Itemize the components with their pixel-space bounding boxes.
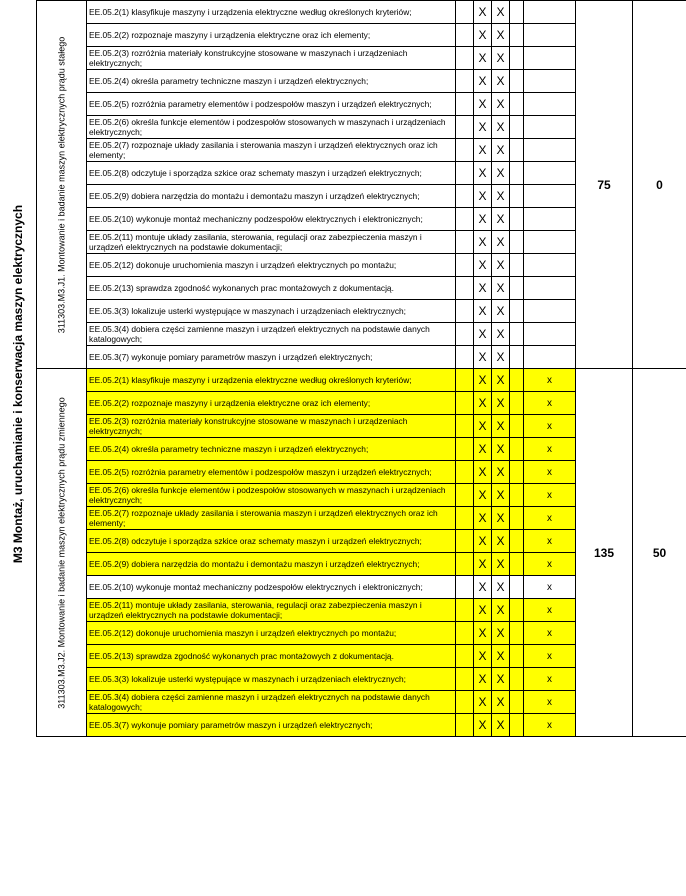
empty-cell [510, 24, 524, 47]
empty-cell [456, 323, 474, 346]
competency-description: EE.05.2(1) klasyfikuje maszyny i urządzenia elektryczne według określonych kryteriów; [87, 369, 456, 392]
mark-cell: X [474, 415, 492, 438]
hours-practical: 50 [633, 369, 686, 737]
mark-cell: X [474, 553, 492, 576]
empty-cell [510, 139, 524, 162]
empty-cell [456, 668, 474, 691]
empty-cell [510, 231, 524, 254]
empty-cell [456, 714, 474, 737]
empty-cell [456, 599, 474, 622]
mark-cell: X [492, 622, 510, 645]
mark-cell: X [492, 369, 510, 392]
mark-cell: X [492, 116, 510, 139]
empty-cell [510, 553, 524, 576]
mark-cell: X [474, 277, 492, 300]
competency-description: EE.05.2(2) rozpoznaje maszyny i urządzenia elektryczne oraz ich elementy; [87, 392, 456, 415]
mark-cell: x [524, 438, 576, 461]
competency-description: EE.05.2(11) montuje układy zasilania, sterowania, regulacji oraz zabezpieczenia maszyn i urządzeń elektrycznych na podstawie dokumentacji; [87, 231, 456, 254]
mark-cell: X [492, 70, 510, 93]
mark-cell [524, 24, 576, 47]
mark-cell: X [492, 162, 510, 185]
competency-description: EE.05.2(6) określa funkcje elementów i podzespołów stosowanych w maszynach i urządzeniach elektrycznych; [87, 116, 456, 139]
mark-cell: x [524, 507, 576, 530]
hours-practical: 0 [633, 1, 686, 369]
mark-cell: X [474, 599, 492, 622]
competency-description: EE.05.2(12) dokonuje uruchomienia maszyn i urządzeń elektrycznych po montażu; [87, 254, 456, 277]
mark-cell: X [474, 461, 492, 484]
empty-cell [510, 277, 524, 300]
mark-cell [524, 231, 576, 254]
empty-cell [456, 691, 474, 714]
mark-cell: X [492, 346, 510, 369]
mark-cell: X [474, 208, 492, 231]
empty-cell [456, 70, 474, 93]
mark-cell [524, 93, 576, 116]
mark-cell: X [474, 93, 492, 116]
mark-cell: X [492, 668, 510, 691]
mark-cell: x [524, 691, 576, 714]
competency-description: EE.05.2(8) odczytuje i sporządza szkice oraz schematy maszyn i urządzeń elektrycznych; [87, 530, 456, 553]
unit-name: 311303.M3.J1. Montowanie i badanie maszyn elektrycznych prądu stałego [56, 36, 66, 333]
empty-cell [456, 300, 474, 323]
mark-cell: X [492, 300, 510, 323]
mark-cell [524, 70, 576, 93]
empty-cell [456, 47, 474, 70]
empty-cell [456, 461, 474, 484]
empty-cell [510, 691, 524, 714]
mark-cell: X [474, 691, 492, 714]
mark-cell: x [524, 415, 576, 438]
empty-cell [510, 438, 524, 461]
mark-cell: X [474, 139, 492, 162]
competency-description: EE.05.2(6) określa funkcje elementów i podzespołów stosowanych w maszynach i urządzeniach elektrycznych; [87, 484, 456, 507]
competency-description: EE.05.2(10) wykonuje montaż mechaniczny podzespołów elektrycznych i elektronicznych; [87, 208, 456, 231]
mark-cell: x [524, 392, 576, 415]
empty-cell [456, 645, 474, 668]
mark-cell: x [524, 714, 576, 737]
mark-cell: X [474, 530, 492, 553]
competency-row [37, 1, 686, 24]
mark-cell: X [474, 70, 492, 93]
mark-cell: X [474, 162, 492, 185]
empty-cell [510, 484, 524, 507]
competency-description: EE.05.3(4) dobiera części zamienne maszyn i urządzeń elektrycznych na podstawie danych katalogowych; [87, 323, 456, 346]
mark-cell: X [474, 438, 492, 461]
empty-cell [510, 599, 524, 622]
empty-cell [456, 484, 474, 507]
competency-description: EE.05.2(4) określa parametry techniczne maszyn i urządzeń elektrycznych; [87, 70, 456, 93]
mark-cell: X [474, 576, 492, 599]
mark-cell: X [492, 576, 510, 599]
empty-cell [456, 369, 474, 392]
empty-cell [510, 300, 524, 323]
competency-description: EE.05.2(7) rozpoznaje układy zasilania i sterowania maszyn i urządzeń elektrycznych oraz ich elementy; [87, 139, 456, 162]
empty-cell [510, 369, 524, 392]
mark-cell [524, 277, 576, 300]
mark-cell: X [474, 323, 492, 346]
mark-cell: X [492, 231, 510, 254]
competency-description: EE.05.2(13) sprawdza zgodność wykonanych prac montażowych z dokumentacją. [87, 277, 456, 300]
empty-cell [456, 254, 474, 277]
empty-cell [510, 507, 524, 530]
competency-description: EE.05.2(13) sprawdza zgodność wykonanych prac montażowych z dokumentacją. [87, 645, 456, 668]
competency-description: EE.05.2(3) rozróżnia materiały konstrukcyjne stosowane w maszynach i urządzeniach elektrycznych; [87, 415, 456, 438]
empty-cell [456, 622, 474, 645]
mark-cell: X [474, 116, 492, 139]
competency-description: EE.05.3(3) lokalizuje usterki występujące w maszynach i urządzeniach elektrycznych; [87, 300, 456, 323]
module-title [0, 0, 36, 768]
mark-cell: X [474, 47, 492, 70]
mark-cell: x [524, 668, 576, 691]
empty-cell [456, 116, 474, 139]
mark-cell: X [474, 392, 492, 415]
empty-cell [456, 530, 474, 553]
mark-cell: X [492, 507, 510, 530]
empty-cell [456, 438, 474, 461]
mark-cell: X [492, 484, 510, 507]
empty-cell [510, 116, 524, 139]
mark-cell: X [474, 622, 492, 645]
mark-cell: X [492, 254, 510, 277]
mark-cell: X [474, 1, 492, 24]
unit-name: 311303.M3.J2. Montowanie i badanie maszyn elektrycznych prądu zmiennego [56, 396, 66, 709]
empty-cell [456, 93, 474, 116]
mark-cell: X [474, 346, 492, 369]
competency-description: EE.05.3(7) wykonuje pomiary parametrów maszyn i urządzeń elektrycznych; [87, 346, 456, 369]
mark-cell: X [492, 599, 510, 622]
empty-cell [510, 622, 524, 645]
mark-cell: X [474, 300, 492, 323]
competency-description: EE.05.2(10) wykonuje montaż mechaniczny podzespołów elektrycznych i elektronicznych; [87, 576, 456, 599]
hours-total: 75 [576, 1, 633, 369]
empty-cell [510, 668, 524, 691]
mark-cell: X [474, 369, 492, 392]
mark-cell: X [474, 714, 492, 737]
mark-cell: X [492, 645, 510, 668]
competency-description: EE.05.2(7) rozpoznaje układy zasilania i sterowania maszyn i urządzeń elektrycznych oraz ich elementy; [87, 507, 456, 530]
mark-cell [524, 139, 576, 162]
mark-cell: X [474, 185, 492, 208]
mark-cell: x [524, 369, 576, 392]
empty-cell [510, 93, 524, 116]
empty-cell [510, 254, 524, 277]
mark-cell [524, 116, 576, 139]
mark-cell [524, 323, 576, 346]
mark-cell: X [474, 645, 492, 668]
empty-cell [510, 714, 524, 737]
mark-cell: X [492, 93, 510, 116]
mark-cell: X [492, 24, 510, 47]
empty-cell [456, 576, 474, 599]
empty-cell [510, 530, 524, 553]
empty-cell [456, 185, 474, 208]
mark-cell [524, 47, 576, 70]
empty-cell [456, 346, 474, 369]
empty-cell [456, 277, 474, 300]
hours-total: 135 [576, 369, 633, 737]
mark-cell: X [492, 415, 510, 438]
mark-cell [524, 185, 576, 208]
competency-description: EE.05.3(7) wykonuje pomiary parametrów maszyn i urządzeń elektrycznych; [87, 714, 456, 737]
mark-cell: X [474, 668, 492, 691]
competency-description: EE.05.2(3) rozróżnia materiały konstrukcyjne stosowane w maszynach i urządzeniach elektrycznych; [87, 47, 456, 70]
mark-cell: X [474, 484, 492, 507]
mark-cell: x [524, 461, 576, 484]
empty-cell [510, 185, 524, 208]
empty-cell [456, 392, 474, 415]
mark-cell: X [474, 24, 492, 47]
competency-description: EE.05.2(4) określa parametry techniczne maszyn i urządzeń elektrycznych; [87, 438, 456, 461]
competency-description: EE.05.2(9) dobiera narzędzia do montażu i demontażu maszyn i urządzeń elektrycznych; [87, 185, 456, 208]
mark-cell: x [524, 622, 576, 645]
competency-description: EE.05.2(5) rozróżnia parametry elementów i podzespołów maszyn i urządzeń elektrycznych; [87, 461, 456, 484]
competency-description: EE.05.3(4) dobiera części zamienne maszyn i urządzeń elektrycznych na podstawie danych katalogowych; [87, 691, 456, 714]
mark-cell: x [524, 484, 576, 507]
mark-cell [524, 300, 576, 323]
empty-cell [510, 461, 524, 484]
unit-name-cell [37, 369, 87, 737]
competency-description: EE.05.2(12) dokonuje uruchomienia maszyn i urządzeń elektrycznych po montażu; [87, 622, 456, 645]
empty-cell [510, 47, 524, 70]
mark-cell: X [492, 553, 510, 576]
mark-cell: X [492, 438, 510, 461]
empty-cell [510, 392, 524, 415]
competency-description: EE.05.3(3) lokalizuje usterki występujące w maszynach i urządzeniach elektrycznych; [87, 668, 456, 691]
mark-cell: X [474, 254, 492, 277]
mark-cell: X [492, 714, 510, 737]
empty-cell [456, 231, 474, 254]
empty-cell [510, 346, 524, 369]
mark-cell: X [492, 1, 510, 24]
mark-cell: x [524, 599, 576, 622]
empty-cell [456, 24, 474, 47]
mark-cell: X [492, 185, 510, 208]
mark-cell [524, 346, 576, 369]
empty-cell [510, 208, 524, 231]
mark-cell: X [492, 208, 510, 231]
competency-description: EE.05.2(11) montuje układy zasilania, sterowania, regulacji oraz zabezpieczenia maszyn i urządzeń elektrycznych na podstawie dokumentacji; [87, 599, 456, 622]
mark-cell: X [492, 47, 510, 70]
empty-cell [456, 208, 474, 231]
mark-cell: X [492, 461, 510, 484]
mark-cell: X [492, 139, 510, 162]
mark-cell: X [474, 507, 492, 530]
mark-cell: x [524, 645, 576, 668]
empty-cell [510, 70, 524, 93]
competency-description: EE.05.2(1) klasyfikuje maszyny i urządzenia elektryczne według określonych kryteriów; [87, 1, 456, 24]
mark-cell [524, 254, 576, 277]
mark-cell: X [492, 323, 510, 346]
mark-cell: x [524, 530, 576, 553]
mark-cell [524, 162, 576, 185]
empty-cell [510, 645, 524, 668]
module-title-text: M3 Montaż, uruchamianie i konserwacja maszyn elektrycznych [11, 204, 25, 564]
mark-cell: X [492, 392, 510, 415]
mark-cell: x [524, 553, 576, 576]
unit-name-cell [37, 1, 87, 369]
mark-cell: X [492, 277, 510, 300]
competency-row [37, 369, 686, 392]
empty-cell [456, 553, 474, 576]
empty-cell [510, 415, 524, 438]
competency-description: EE.05.2(2) rozpoznaje maszyny i urządzenia elektryczne oraz ich elementy; [87, 24, 456, 47]
empty-cell [456, 1, 474, 24]
mark-cell: x [524, 576, 576, 599]
empty-cell [456, 415, 474, 438]
competency-description: EE.05.2(5) rozróżnia parametry elementów i podzespołów maszyn i urządzeń elektrycznych; [87, 93, 456, 116]
competency-description: EE.05.2(9) dobiera narzędzia do montażu i demontażu maszyn i urządzeń elektrycznych; [87, 553, 456, 576]
mark-cell [524, 208, 576, 231]
mark-cell: X [492, 530, 510, 553]
empty-cell [510, 162, 524, 185]
empty-cell [510, 323, 524, 346]
empty-cell [456, 507, 474, 530]
competency-description: EE.05.2(8) odczytuje i sporządza szkice oraz schematy maszyn i urządzeń elektrycznych; [87, 162, 456, 185]
mark-cell [524, 1, 576, 24]
empty-cell [456, 162, 474, 185]
mark-cell: X [492, 691, 510, 714]
empty-cell [456, 139, 474, 162]
empty-cell [510, 1, 524, 24]
mark-cell: X [474, 231, 492, 254]
empty-cell [510, 576, 524, 599]
curriculum-table [36, 0, 686, 737]
